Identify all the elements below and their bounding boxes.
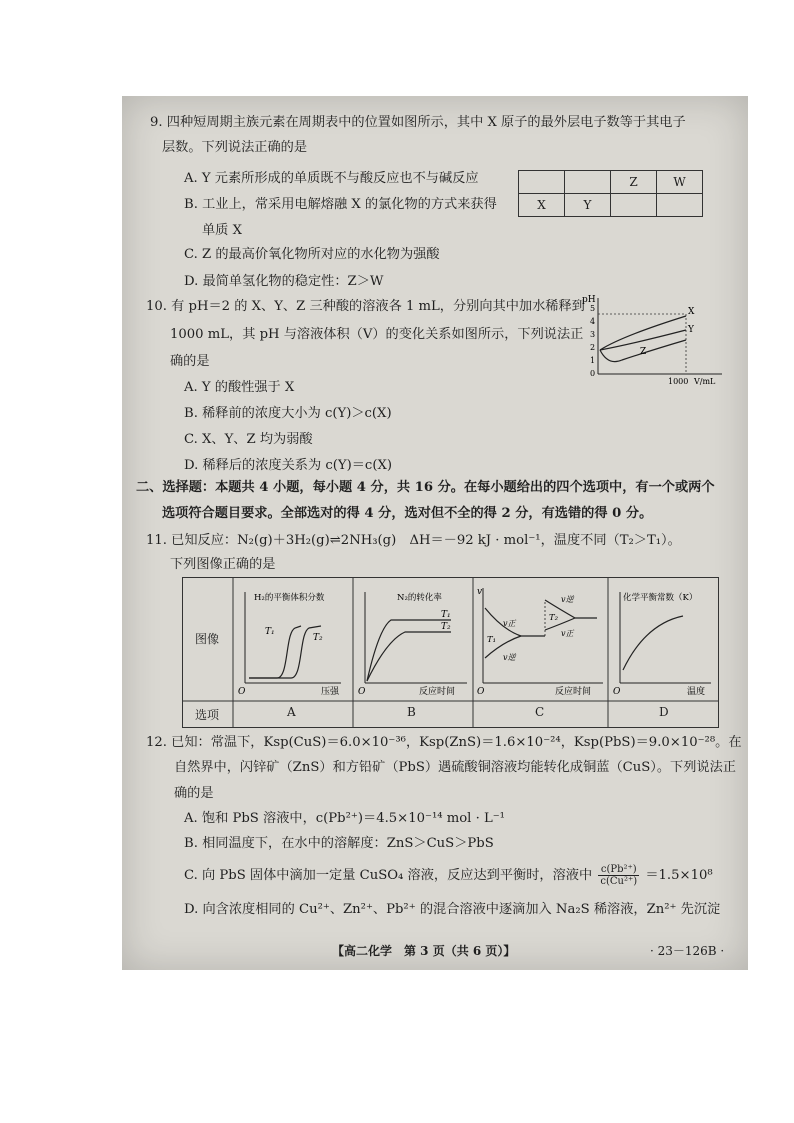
row-label-option: 选项 [195,708,220,722]
graph-a-origin: O [238,687,246,697]
q12-stem-1: 12. 已知：常温下，Ksp(CuS)＝6.0×10⁻³⁶，Ksp(ZnS)＝1.6×10⁻²⁴，Ksp(PbS)＝9.0×10⁻²⁸。在 [146,735,742,750]
graph-xlabel: V/mL [694,377,716,386]
exam-code: · 23－126B · [650,944,725,958]
q9-stem-2: 层数。下列说法正确的是 [162,140,308,155]
row-label-image: 图像 [195,632,220,646]
series-label-x: X [688,307,695,317]
graph-c-origin: O [477,687,485,697]
q10-option-d: D. 稀释后的浓度关系为 c(Y)＝c(X) [184,458,392,473]
x-tick: 1000 [668,377,689,386]
graph-b-origin: O [358,687,366,697]
graph-b-t2: T₂ [441,622,451,632]
fraction-numerator: c(Pb²⁺) [598,864,639,876]
q12-stem-3: 确的是 [174,786,214,801]
y-tick: 0 [590,369,596,378]
option-b: B [407,705,416,719]
graph-ylabel: pH [582,295,596,305]
graph-d-xlabel: 温度 [687,687,706,697]
q12-option-c-text: C. 向 PbS 固体中滴加一定量 CuSO₄ 溶液，反应达到平衡时，溶液中 [184,868,593,883]
q11-grid [183,578,718,727]
q10-stem-3: 确的是 [170,354,210,369]
graph-c-t2: T₂ [549,613,559,623]
q10-stem-2: 1000 mL，其 pH 与溶液体积（V）的变化关系如图所示，下列说法正 [170,327,584,342]
graph-d [613,592,711,697]
q11-stem-2: 下列图像正确的是 [170,557,276,572]
q12-stem-2: 自然界中，闪锌矿（ZnS）和方铅矿（PbS）遇硫酸铜溶液均能转化成铜蓝（CuS）。下列说法正 [174,760,736,775]
graph-b-xlabel: 反应时间 [419,687,456,697]
option-a: A [287,705,296,719]
option-d: D [659,705,669,719]
exam-page [122,96,748,970]
graph-b [358,592,467,697]
fraction-denominator: c(Cu²⁺) [600,876,638,887]
q10-option-a: A. Y 的酸性强于 X [184,380,295,395]
ph-dilution-graph [582,292,732,386]
pt-cell: Z [611,171,657,194]
graph-a-title: H₂的平衡体积分数 [254,593,325,603]
q9-option-c: C. Z 的最高价氧化物所对应的水化物为强酸 [184,247,440,262]
q9-option-a: A. Y 元素所形成的单质既不与酸反应也不与碱反应 [184,171,479,186]
graph-d-origin: O [613,687,621,697]
q10-stem-1: 10. 有 pH＝2 的 X、Y、Z 三种酸的溶液各 1 mL，分别向其中加水稀释到 [146,299,585,314]
graph-a [238,592,341,697]
q12-option-c [184,864,713,887]
y-tick: 3 [590,330,596,339]
graph-a-t1: T₁ [265,627,275,637]
q10-option-c: C. X、Y、Z 均为弱酸 [184,432,313,447]
q12-option-b: B. 相同温度下，在水中的溶解度：ZnS＞CuS＞PbS [184,836,494,851]
graph-a-xlabel: 压强 [321,687,340,697]
q11-graph-table [182,577,719,728]
q10-option-b: B. 稀释前的浓度大小为 c(Y)＞c(X) [184,406,392,421]
q9-option-b-2: 单质 X [202,223,242,238]
graph-c-vneg-2: v逆 [561,595,574,604]
pt-cell: Y [565,194,611,217]
section-2-line-2: 选项符合题目要求。全部选对的得 4 分，选对但不全的得 2 分，有选错的得 0 分。 [162,506,653,521]
graph-a-t2: T₂ [313,633,323,643]
pt-cell [565,171,611,194]
graph-c-vpos-2: v正 [561,629,574,638]
pt-cell: W [657,171,703,194]
pt-cell [611,194,657,217]
option-c: C [535,705,545,719]
y-tick: 1 [590,356,596,365]
graph-c-vneg: v逆 [503,653,516,662]
pt-cell: X [519,194,565,217]
ratio-fraction [598,864,639,887]
page-footer: 【高二化学 第 3 页（共 6 页）】 [332,944,516,958]
pt-cell [519,171,565,194]
y-tick: 5 [590,304,596,313]
q12-option-c-value: ＝1.5×10⁸ [645,868,713,883]
graph-c [477,587,603,697]
graph-d-title: 化学平衡常数（K） [623,593,698,603]
q11-stem-1: 11. 已知反应：N₂(g)＋3H₂(g)⇌2NH₃(g) ΔH＝－92 kJ · mol⁻¹，温度不同（T₂＞T₁）。 [146,533,681,548]
q9-stem-1: 9. 四种短周期主族元素在周期表中的位置如图所示，其中 X 原子的最外层电子数等于其电子 [150,115,686,130]
q12-option-a: A. 饱和 PbS 溶液中，c(Pb²⁺)＝4.5×10⁻¹⁴ mol · L⁻¹ [184,811,505,826]
graph-c-t1: T₁ [487,635,497,645]
y-tick: 4 [590,317,596,326]
section-2-line-1: 二、选择题：本题共 4 小题，每小题 4 分，共 16 分。在每小题给出的四个选项中，有一个或两个 [136,480,715,495]
graph-b-title: N₂的转化率 [397,593,442,603]
series-label-z: Z [640,347,647,357]
q12-option-d: D. 向含浓度相同的 Cu²⁺、Zn²⁺、Pb²⁺ 的混合溶液中逐滴加入 Na₂S 稀溶液，Zn²⁺ 先沉淀 [184,902,721,917]
q9-option-b-1: B. 工业上，常采用电解熔融 X 的氯化物的方式来获得 [184,197,497,212]
graph-b-t1: T₁ [441,610,451,620]
series-label-y: Y [688,325,694,335]
graph-c-vpos: v正 [503,619,516,628]
periodic-table-fragment [518,170,703,217]
y-tick: 2 [590,343,596,352]
q9-option-d: D. 最简单氢化物的稳定性：Z＞W [184,274,384,289]
pt-cell [657,194,703,217]
graph-c-yaxis: v [477,587,483,597]
graph-c-xlabel: 反应时间 [555,687,592,697]
